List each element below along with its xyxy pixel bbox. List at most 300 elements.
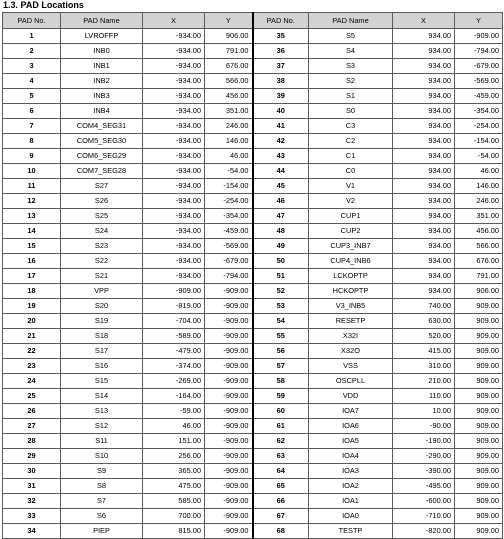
table-row xyxy=(3,254,503,269)
y-cell: 351.00 xyxy=(455,209,503,224)
x-cell: -934.00 xyxy=(143,44,205,59)
y-cell: -909.00 xyxy=(205,479,253,494)
pad-no-cell: 35 xyxy=(253,29,309,44)
header-x: X xyxy=(393,13,455,29)
x-cell: -819.00 xyxy=(143,299,205,314)
x-cell: 934.00 xyxy=(393,269,455,284)
y-cell: -254.00 xyxy=(205,194,253,209)
pad-name-cell: CUP3_INB7 xyxy=(309,239,393,254)
y-cell: -909.00 xyxy=(205,329,253,344)
pad-no-cell: 26 xyxy=(3,404,61,419)
pad-name-cell: RESETP xyxy=(309,314,393,329)
y-cell: -909.00 xyxy=(205,344,253,359)
y-cell: 909.00 xyxy=(455,374,503,389)
y-cell: -909.00 xyxy=(205,299,253,314)
y-cell: -794.00 xyxy=(205,269,253,284)
header-pad-name: PAD Name xyxy=(61,13,143,29)
pad-name-cell: V2 xyxy=(309,194,393,209)
y-cell: 676.00 xyxy=(205,59,253,74)
y-cell: -794.00 xyxy=(455,44,503,59)
pad-name-cell: OSCPLL xyxy=(309,374,393,389)
y-cell: -909.00 xyxy=(205,404,253,419)
table-row xyxy=(3,509,503,524)
pad-name-cell: VSS xyxy=(309,359,393,374)
table-row xyxy=(3,179,503,194)
pad-name-cell: PIEP xyxy=(61,524,143,539)
table-row xyxy=(3,209,503,224)
x-cell: -934.00 xyxy=(143,194,205,209)
y-cell: -909.00 xyxy=(205,374,253,389)
pad-name-cell: S22 xyxy=(61,254,143,269)
y-cell: 909.00 xyxy=(455,314,503,329)
pad-name-cell: IOA0 xyxy=(309,509,393,524)
x-cell: -934.00 xyxy=(143,209,205,224)
pad-no-cell: 43 xyxy=(253,149,309,164)
x-cell: -934.00 xyxy=(143,239,205,254)
pad-name-cell: S17 xyxy=(61,344,143,359)
pad-no-cell: 67 xyxy=(253,509,309,524)
pad-no-cell: 38 xyxy=(253,74,309,89)
pad-name-cell: LVROFFP xyxy=(61,29,143,44)
pad-no-cell: 1 xyxy=(3,29,61,44)
y-cell: 46.00 xyxy=(205,149,253,164)
pad-no-cell: 27 xyxy=(3,419,61,434)
pad-name-cell: CUP2 xyxy=(309,224,393,239)
pad-name-cell: C3 xyxy=(309,119,393,134)
header-x: X xyxy=(143,13,205,29)
table-row xyxy=(3,449,503,464)
pad-no-cell: 6 xyxy=(3,104,61,119)
pad-name-cell: S16 xyxy=(61,359,143,374)
y-cell: -354.00 xyxy=(455,104,503,119)
pad-name-cell: V3_INB5 xyxy=(309,299,393,314)
x-cell: 934.00 xyxy=(393,74,455,89)
pad-no-cell: 19 xyxy=(3,299,61,314)
x-cell: 475.00 xyxy=(143,479,205,494)
pad-no-cell: 65 xyxy=(253,479,309,494)
y-cell: 146.00 xyxy=(205,134,253,149)
pad-no-cell: 11 xyxy=(3,179,61,194)
x-cell: 256.00 xyxy=(143,449,205,464)
x-cell: -495.00 xyxy=(393,479,455,494)
pad-no-cell: 31 xyxy=(3,479,61,494)
pad-no-cell: 24 xyxy=(3,374,61,389)
x-cell: 520.00 xyxy=(393,329,455,344)
table-row xyxy=(3,344,503,359)
y-cell: -569.00 xyxy=(455,74,503,89)
y-cell: 909.00 xyxy=(455,449,503,464)
y-cell: -909.00 xyxy=(205,314,253,329)
y-cell: -909.00 xyxy=(205,449,253,464)
pad-name-cell: CUP4_INB6 xyxy=(309,254,393,269)
pad-no-cell: 45 xyxy=(253,179,309,194)
pad-locations-table xyxy=(2,12,503,539)
pad-name-cell: COM5_SEG30 xyxy=(61,134,143,149)
pad-name-cell: IOA4 xyxy=(309,449,393,464)
pad-name-cell: S5 xyxy=(309,29,393,44)
y-cell: 351.00 xyxy=(205,104,253,119)
pad-no-cell: 64 xyxy=(253,464,309,479)
table-body xyxy=(3,29,503,539)
header-pad-no: PAD No. xyxy=(253,13,309,29)
pad-no-cell: 16 xyxy=(3,254,61,269)
table-row xyxy=(3,524,503,539)
x-cell: -934.00 xyxy=(143,254,205,269)
x-cell: 934.00 xyxy=(393,44,455,59)
y-cell: -909.00 xyxy=(205,419,253,434)
y-cell: 909.00 xyxy=(455,434,503,449)
y-cell: -909.00 xyxy=(205,509,253,524)
pad-no-cell: 57 xyxy=(253,359,309,374)
pad-no-cell: 29 xyxy=(3,449,61,464)
y-cell: 676.00 xyxy=(455,254,503,269)
pad-name-cell: C0 xyxy=(309,164,393,179)
y-cell: -459.00 xyxy=(205,224,253,239)
table-row xyxy=(3,239,503,254)
pad-no-cell: 56 xyxy=(253,344,309,359)
y-cell: 906.00 xyxy=(205,29,253,44)
pad-no-cell: 46 xyxy=(253,194,309,209)
pad-no-cell: 20 xyxy=(3,314,61,329)
y-cell: 909.00 xyxy=(455,509,503,524)
pad-no-cell: 53 xyxy=(253,299,309,314)
pad-no-cell: 22 xyxy=(3,344,61,359)
x-cell: 310.00 xyxy=(393,359,455,374)
pad-name-cell: INB4 xyxy=(61,104,143,119)
pad-no-cell: 59 xyxy=(253,389,309,404)
pad-name-cell: S25 xyxy=(61,209,143,224)
y-cell: 909.00 xyxy=(455,404,503,419)
y-cell: -909.00 xyxy=(205,359,253,374)
x-cell: 934.00 xyxy=(393,179,455,194)
x-cell: 934.00 xyxy=(393,209,455,224)
y-cell: 909.00 xyxy=(455,419,503,434)
pad-name-cell: TESTP xyxy=(309,524,393,539)
pad-name-cell: IOA2 xyxy=(309,479,393,494)
pad-name-cell: S14 xyxy=(61,389,143,404)
pad-no-cell: 63 xyxy=(253,449,309,464)
table-row xyxy=(3,464,503,479)
y-cell: 909.00 xyxy=(455,359,503,374)
pad-no-cell: 54 xyxy=(253,314,309,329)
pad-no-cell: 14 xyxy=(3,224,61,239)
pad-no-cell: 36 xyxy=(253,44,309,59)
y-cell: 46.00 xyxy=(455,164,503,179)
x-cell: -710.00 xyxy=(393,509,455,524)
x-cell: 700.00 xyxy=(143,509,205,524)
pad-name-cell: CUP1 xyxy=(309,209,393,224)
pad-no-cell: 44 xyxy=(253,164,309,179)
table-row xyxy=(3,284,503,299)
pad-name-cell: S21 xyxy=(61,269,143,284)
pad-name-cell: IOA7 xyxy=(309,404,393,419)
table-row xyxy=(3,224,503,239)
x-cell: -934.00 xyxy=(143,134,205,149)
pad-no-cell: 60 xyxy=(253,404,309,419)
header-pad-no: PAD No. xyxy=(3,13,61,29)
pad-no-cell: 2 xyxy=(3,44,61,59)
pad-name-cell: INB3 xyxy=(61,89,143,104)
table-row xyxy=(3,29,503,44)
x-cell: 110.00 xyxy=(393,389,455,404)
pad-name-cell: S7 xyxy=(61,494,143,509)
pad-name-cell: X32O xyxy=(309,344,393,359)
table-row xyxy=(3,74,503,89)
y-cell: 909.00 xyxy=(455,464,503,479)
x-cell: 934.00 xyxy=(393,29,455,44)
pad-no-cell: 66 xyxy=(253,494,309,509)
table-header-row xyxy=(3,13,503,29)
y-cell: 909.00 xyxy=(455,479,503,494)
pad-no-cell: 37 xyxy=(253,59,309,74)
pad-no-cell: 13 xyxy=(3,209,61,224)
x-cell: 934.00 xyxy=(393,149,455,164)
x-cell: 415.00 xyxy=(393,344,455,359)
x-cell: 934.00 xyxy=(393,224,455,239)
x-cell: 585.00 xyxy=(143,494,205,509)
pad-no-cell: 49 xyxy=(253,239,309,254)
pad-name-cell: X32I xyxy=(309,329,393,344)
pad-name-cell: S9 xyxy=(61,464,143,479)
y-cell: 909.00 xyxy=(455,494,503,509)
x-cell: 365.00 xyxy=(143,464,205,479)
table-row xyxy=(3,44,503,59)
table-row xyxy=(3,434,503,449)
table-row xyxy=(3,59,503,74)
x-cell: 934.00 xyxy=(393,164,455,179)
y-cell: 456.00 xyxy=(205,89,253,104)
pad-name-cell: INB1 xyxy=(61,59,143,74)
y-cell: -909.00 xyxy=(455,29,503,44)
pad-no-cell: 48 xyxy=(253,224,309,239)
pad-name-cell: S1 xyxy=(309,89,393,104)
table-row xyxy=(3,119,503,134)
pad-no-cell: 18 xyxy=(3,284,61,299)
table-row xyxy=(3,479,503,494)
y-cell: 909.00 xyxy=(455,344,503,359)
x-cell: 934.00 xyxy=(393,104,455,119)
pad-name-cell: INB0 xyxy=(61,44,143,59)
pad-no-cell: 68 xyxy=(253,524,309,539)
x-cell: -589.00 xyxy=(143,329,205,344)
x-cell: 934.00 xyxy=(393,284,455,299)
y-cell: -909.00 xyxy=(205,494,253,509)
pad-name-cell: COM4_SEG31 xyxy=(61,119,143,134)
table-row xyxy=(3,194,503,209)
y-cell: -909.00 xyxy=(205,284,253,299)
pad-no-cell: 62 xyxy=(253,434,309,449)
pad-no-cell: 5 xyxy=(3,89,61,104)
pad-no-cell: 9 xyxy=(3,149,61,164)
x-cell: -59.00 xyxy=(143,404,205,419)
y-cell: 791.00 xyxy=(455,269,503,284)
pad-no-cell: 7 xyxy=(3,119,61,134)
pad-name-cell: IOA1 xyxy=(309,494,393,509)
table-row xyxy=(3,89,503,104)
pad-name-cell: VDD xyxy=(309,389,393,404)
x-cell: 934.00 xyxy=(393,254,455,269)
pad-name-cell: C2 xyxy=(309,134,393,149)
y-cell: 909.00 xyxy=(455,524,503,539)
x-cell: -934.00 xyxy=(143,149,205,164)
x-cell: -90.00 xyxy=(393,419,455,434)
table-row xyxy=(3,299,503,314)
table-row xyxy=(3,389,503,404)
pad-name-cell: S24 xyxy=(61,224,143,239)
y-cell: -909.00 xyxy=(205,464,253,479)
table-row xyxy=(3,134,503,149)
x-cell: -934.00 xyxy=(143,74,205,89)
header-y: Y xyxy=(455,13,503,29)
x-cell: -374.00 xyxy=(143,359,205,374)
pad-name-cell: INB2 xyxy=(61,74,143,89)
pad-no-cell: 33 xyxy=(3,509,61,524)
x-cell: -934.00 xyxy=(143,104,205,119)
pad-no-cell: 58 xyxy=(253,374,309,389)
table-row xyxy=(3,419,503,434)
pad-no-cell: 32 xyxy=(3,494,61,509)
table-row xyxy=(3,359,503,374)
x-cell: 934.00 xyxy=(393,239,455,254)
table-row xyxy=(3,329,503,344)
x-cell: -164.00 xyxy=(143,389,205,404)
x-cell: -934.00 xyxy=(143,29,205,44)
x-cell: -934.00 xyxy=(143,89,205,104)
y-cell: -909.00 xyxy=(205,524,253,539)
table-row xyxy=(3,494,503,509)
x-cell: 740.00 xyxy=(393,299,455,314)
pad-no-cell: 61 xyxy=(253,419,309,434)
x-cell: 630.00 xyxy=(393,314,455,329)
pad-name-cell: COM7_SEG28 xyxy=(61,164,143,179)
pad-no-cell: 21 xyxy=(3,329,61,344)
y-cell: -569.00 xyxy=(205,239,253,254)
pad-no-cell: 12 xyxy=(3,194,61,209)
pad-name-cell: S0 xyxy=(309,104,393,119)
pad-name-cell: COM6_SEG29 xyxy=(61,149,143,164)
pad-name-cell: IOA3 xyxy=(309,464,393,479)
pad-no-cell: 50 xyxy=(253,254,309,269)
pad-name-cell: V1 xyxy=(309,179,393,194)
x-cell: -934.00 xyxy=(143,179,205,194)
table-row xyxy=(3,404,503,419)
x-cell: -600.00 xyxy=(393,494,455,509)
y-cell: 909.00 xyxy=(455,389,503,404)
y-cell: 146.00 xyxy=(455,179,503,194)
pad-name-cell: S8 xyxy=(61,479,143,494)
table-row xyxy=(3,374,503,389)
y-cell: -679.00 xyxy=(205,254,253,269)
pad-no-cell: 3 xyxy=(3,59,61,74)
x-cell: -390.00 xyxy=(393,464,455,479)
x-cell: -190.00 xyxy=(393,434,455,449)
pad-name-cell: S19 xyxy=(61,314,143,329)
table-row xyxy=(3,104,503,119)
pad-name-cell: S12 xyxy=(61,419,143,434)
y-cell: -54.00 xyxy=(455,149,503,164)
x-cell: -479.00 xyxy=(143,344,205,359)
x-cell: 934.00 xyxy=(393,89,455,104)
y-cell: 456.00 xyxy=(455,224,503,239)
y-cell: -459.00 xyxy=(455,89,503,104)
pad-name-cell: HCKOPTP xyxy=(309,284,393,299)
y-cell: -354.00 xyxy=(205,209,253,224)
pad-no-cell: 42 xyxy=(253,134,309,149)
y-cell: 246.00 xyxy=(455,194,503,209)
x-cell: -934.00 xyxy=(143,59,205,74)
x-cell: -934.00 xyxy=(143,224,205,239)
y-cell: 566.00 xyxy=(205,74,253,89)
pad-no-cell: 10 xyxy=(3,164,61,179)
pad-no-cell: 39 xyxy=(253,89,309,104)
pad-no-cell: 25 xyxy=(3,389,61,404)
pad-no-cell: 4 xyxy=(3,74,61,89)
pad-name-cell: S18 xyxy=(61,329,143,344)
x-cell: 934.00 xyxy=(393,194,455,209)
pad-name-cell: S13 xyxy=(61,404,143,419)
y-cell: -909.00 xyxy=(205,389,253,404)
y-cell: -254.00 xyxy=(455,119,503,134)
pad-name-cell: S3 xyxy=(309,59,393,74)
header-pad-name: PAD Name xyxy=(309,13,393,29)
x-cell: 10.00 xyxy=(393,404,455,419)
pad-no-cell: 55 xyxy=(253,329,309,344)
y-cell: 566.00 xyxy=(455,239,503,254)
pad-no-cell: 17 xyxy=(3,269,61,284)
x-cell: 151.00 xyxy=(143,434,205,449)
x-cell: -269.00 xyxy=(143,374,205,389)
table-row xyxy=(3,164,503,179)
pad-no-cell: 47 xyxy=(253,209,309,224)
pad-name-cell: IOA5 xyxy=(309,434,393,449)
y-cell: -679.00 xyxy=(455,59,503,74)
table-row xyxy=(3,269,503,284)
x-cell: 934.00 xyxy=(393,134,455,149)
pad-no-cell: 34 xyxy=(3,524,61,539)
x-cell: -820.00 xyxy=(393,524,455,539)
x-cell: 934.00 xyxy=(393,119,455,134)
x-cell: -934.00 xyxy=(143,119,205,134)
pad-no-cell: 51 xyxy=(253,269,309,284)
pad-no-cell: 28 xyxy=(3,434,61,449)
pad-name-cell: S23 xyxy=(61,239,143,254)
y-cell: 791.00 xyxy=(205,44,253,59)
pad-name-cell: S27 xyxy=(61,179,143,194)
y-cell: -909.00 xyxy=(205,434,253,449)
pad-name-cell: S10 xyxy=(61,449,143,464)
y-cell: 906.00 xyxy=(455,284,503,299)
header-y: Y xyxy=(205,13,253,29)
x-cell: 934.00 xyxy=(393,59,455,74)
y-cell: -154.00 xyxy=(205,179,253,194)
x-cell: -909.00 xyxy=(143,284,205,299)
x-cell: -934.00 xyxy=(143,269,205,284)
y-cell: 909.00 xyxy=(455,329,503,344)
pad-name-cell: LCKOPTP xyxy=(309,269,393,284)
y-cell: 909.00 xyxy=(455,299,503,314)
pad-name-cell: S15 xyxy=(61,374,143,389)
x-cell: -704.00 xyxy=(143,314,205,329)
y-cell: -54.00 xyxy=(205,164,253,179)
table-row xyxy=(3,149,503,164)
pad-name-cell: C1 xyxy=(309,149,393,164)
pad-name-cell: S20 xyxy=(61,299,143,314)
y-cell: -154.00 xyxy=(455,134,503,149)
pad-no-cell: 15 xyxy=(3,239,61,254)
section-title: 1.3. PAD Locations xyxy=(3,0,84,10)
x-cell: 46.00 xyxy=(143,419,205,434)
pad-name-cell: S11 xyxy=(61,434,143,449)
